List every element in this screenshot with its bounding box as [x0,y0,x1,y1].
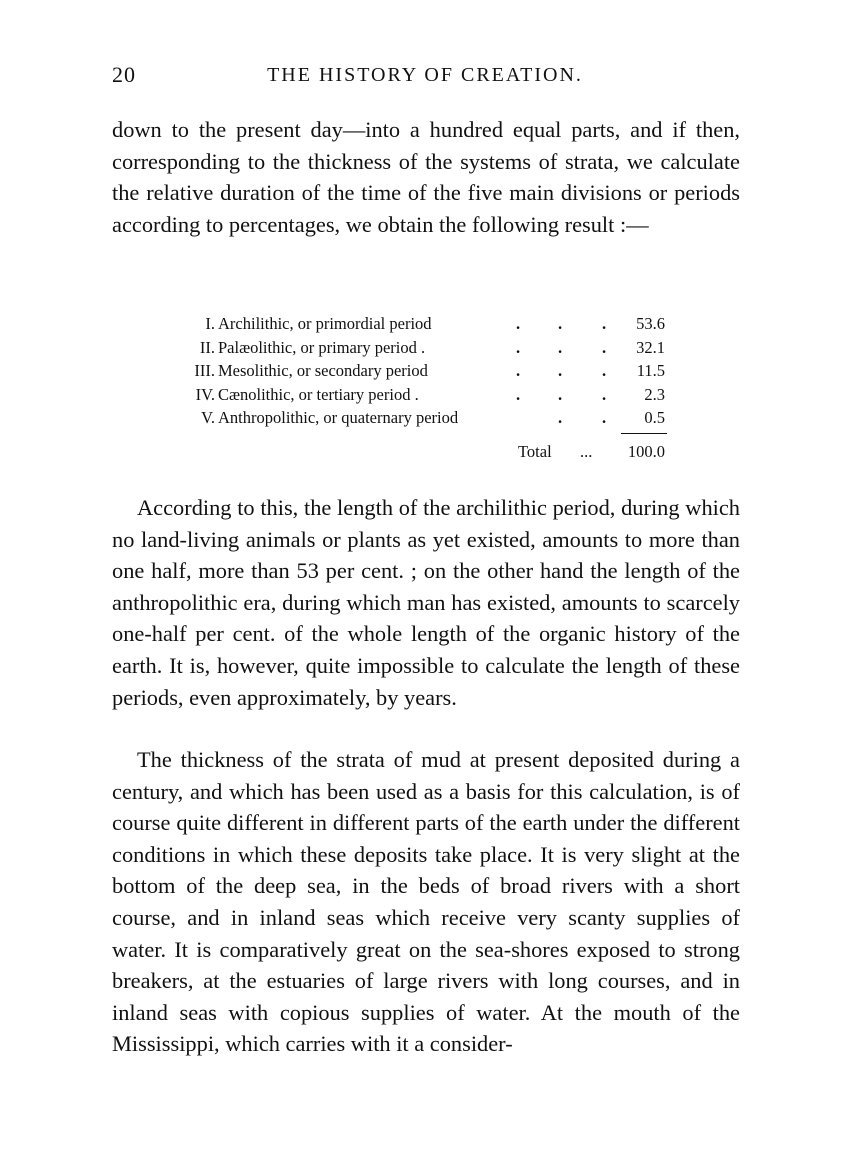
total-label: Total [518,442,552,461]
total-dots: ... [580,442,593,461]
paragraph-3-text: The thickness of the strata of mud at present deposited during a century, and which has been used as a basis for this calculation, is of course quite different in different parts of the earth under the different conditions in which these deposits take place. It is very slight at the bottom of the deep sea, in the beds of broad rivers with a short course, and in inland seas which receive very scanty supplies of water. It is comparatively great on the sea-shores exposed to strong breakers, at the estuaries of large rivers with long courses, and in inland seas with copious supplies of water. At the mouth of the Mississippi, which carries with it a consider- [112,747,740,1057]
page-number: 20 [112,62,136,87]
table-total-row [160,440,670,464]
intro-paragraph-text: down to the present day—into a hundred equal parts, and if then, corresponding to the thickness of the systems of strata, we calculate the relative duration of the time of the five main divisions or periods according to percentages, we obtain the following result :— [112,117,740,237]
table-row: I. Archilithic, or primordial period . . . 53.6 [160,312,670,336]
row-label: Archilithic, or primordial period [218,314,432,333]
paragraph-2-text: According to this, the length of the archilithic period, during which no land-living animals or plants as yet existed, amounts to more than one half, more than 53 per cent. ; on the other hand the length of the anthropolithic era, during which man has existed, amounts to scarcely one-half per cent. of the whole length of the organic history of the earth. It is, however, quite impossible to calculate the length of these periods, even approximately, by years. [112,495,740,710]
paragraph-3 [112,744,740,1060]
intro-paragraph [112,114,740,240]
total-value: 100.0 [627,442,665,461]
row-value: 0.5 [644,408,665,428]
row-value: 11.5 [636,361,665,381]
table-row: III. Mesolithic, or secondary period . . . 11.5 [160,359,670,383]
row-label: Mesolithic, or secondary period [218,361,428,381]
paragraph-2 [112,492,740,713]
row-numeral: II. [199,337,215,357]
table-row: V. Anthropolithic, or quaternary period . . 0.5 [160,406,670,430]
row-value: 53.6 [636,314,665,333]
row-numeral: I. [205,314,215,333]
row-value: 2.3 [644,384,665,404]
row-numeral: III. [194,361,215,381]
row-label: Palæolithic, or primary period . [218,337,426,357]
row-numeral: IV. [195,384,215,404]
table-row: IV. Cænolithic, or tertiary period . . . . 2.3 [160,383,670,407]
row-label: Anthropolithic, or quaternary period [218,408,459,428]
row-value: 32.1 [636,337,665,357]
period-duration-table [160,312,670,461]
total-rule [621,433,667,434]
table-row: II. Palæolithic, or primary period . . . . 32.1 [160,336,670,360]
running-title: THE HISTORY OF CREATION. [267,64,583,86]
row-numeral: V. [201,408,215,428]
row-label: Cænolithic, or tertiary period . [218,384,419,404]
